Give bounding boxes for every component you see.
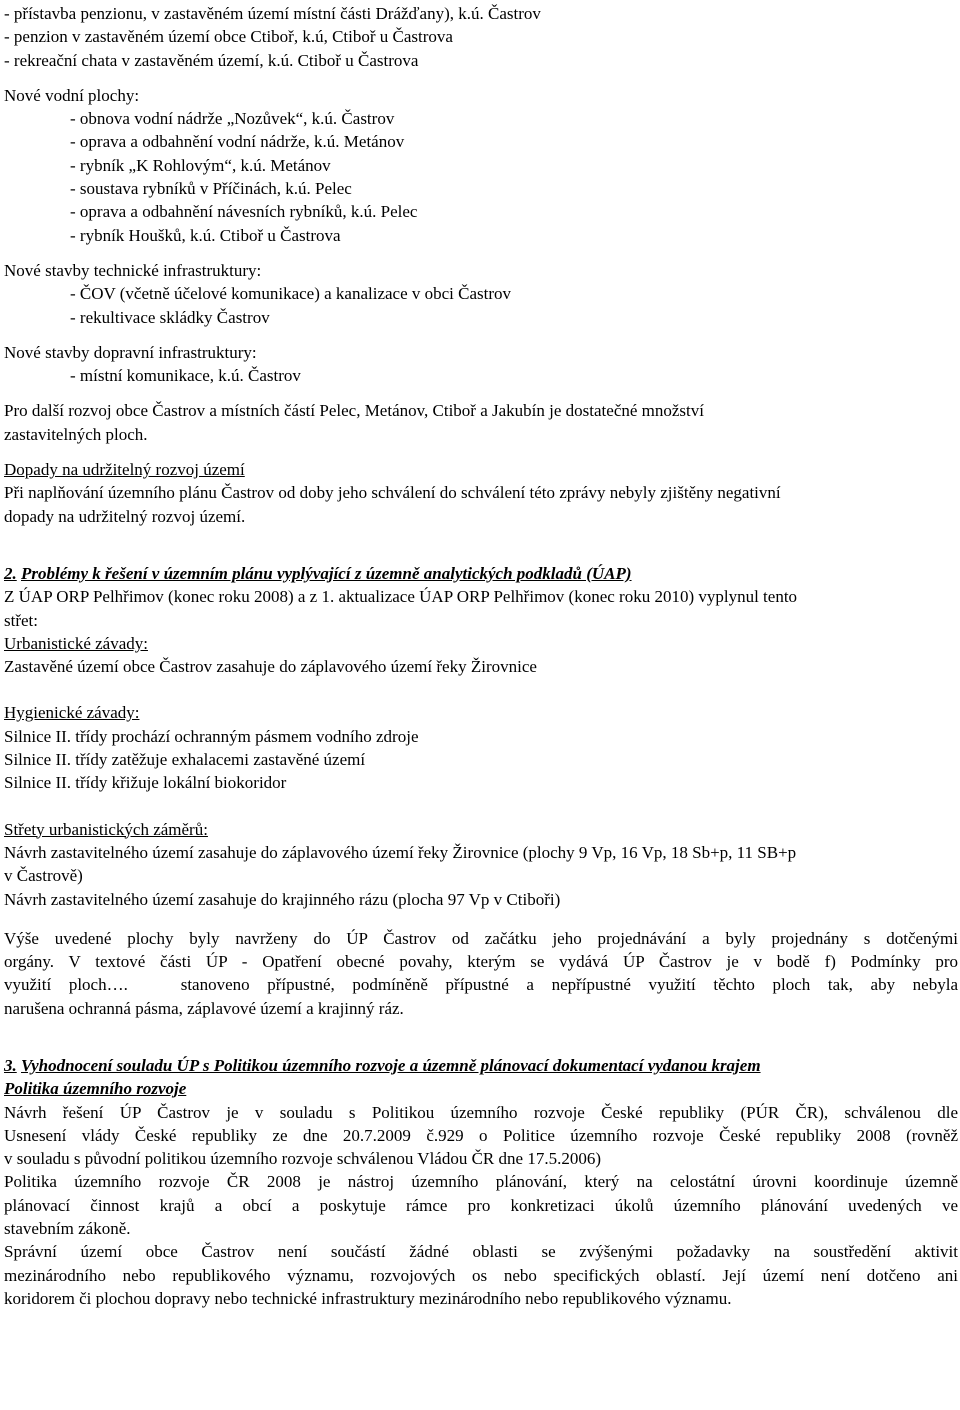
transport-heading: Nové stavby dopravní infrastruktury:: [4, 342, 257, 362]
list-item: Zastavěné území obce Častrov zasahuje do záplavového území řeky Žirovnice: [4, 657, 537, 677]
assessment-paragraph: [4, 927, 958, 1020]
section-3-heading: [4, 1054, 958, 1077]
text-line: dopady na udržitelný rozvoj území.: [4, 506, 246, 526]
text-line: v souladu s původní politikou územního rozvoje schválenou Vládou ČR dne 17.5.2006): [4, 1149, 601, 1169]
text-line: střet:: [4, 610, 38, 630]
text-line: Návrh zastavitelného území zasahuje do krajinného rázu (plocha 97 Vp v Ctiboři): [4, 889, 561, 909]
water-heading: Nové vodní plochy:: [4, 85, 140, 105]
list-item: - rekreační chata v zastavěném území, k.ú. Ctiboř u Častrova: [4, 50, 419, 70]
text-line: Z ÚAP ORP Pelhřimov (konec roku 2008) a z 1. aktualizace ÚAP ORP Pelhřimov (konec roku 2010) vyplynul tento: [4, 587, 798, 607]
sustainability-section: [4, 458, 958, 528]
list-item: - rybník Houšků, k.ú. Ctiboř u Častrova: [70, 225, 341, 245]
list-item: - oprava a odbahnění návesních rybníků, k.ú. Pelec: [70, 202, 418, 222]
list-item: - oprava a odbahnění vodní nádrže, k.ú. Metánov: [70, 132, 405, 152]
list-item: - místní komunikace, k.ú. Častrov: [70, 366, 301, 386]
urban-heading: Urbanistické závady:: [4, 633, 148, 653]
section-title: Problémy k řešení v územním plánu vyplývající z územně analytických podkladů (ÚAP): [21, 563, 632, 583]
text-line: Pro další rozvoj obce Častrov a místních částí Pelec, Metánov, Ctiboř a Jakubín je dostatečné množství: [4, 401, 704, 421]
text-line: zastavitelných ploch.: [4, 424, 148, 444]
section-number: 2.: [4, 563, 17, 583]
list-item: - rybník „K Rohlovým“, k.ú. Metánov: [70, 155, 331, 175]
list-item: Silnice II. třídy křižuje lokální biokoridor: [4, 773, 287, 793]
sustainability-heading: Dopady na udržitelný rozvoj území: [4, 460, 245, 480]
transport-section: [4, 341, 958, 388]
list-item: - soustava rybníků v Příčinách, k.ú. Pelec: [70, 179, 352, 199]
text-line: Návrh zastavitelného území zasahuje do záplavového území řeky Žirovnice (plochy 9 Vp, 16 Vp, 18 Sb+p, 11 SB+p: [4, 842, 797, 862]
hygiene-heading: Hygienické závady:: [4, 703, 140, 723]
water-section: [4, 84, 958, 247]
development-paragraph: [4, 399, 958, 446]
text-line: narušena ochranná pásma, záplavové území a krajinný ráz.: [4, 998, 404, 1018]
text-line: plánovací činnost krajů a obcí a poskytuje rámce pro konkretizaci úkolů územního plánování uvedených ve: [4, 1195, 958, 1215]
text-line: orgány. V textové části ÚP - Opatření obecné povahy, kterým se vydává ÚP Častrov je v bodě f) Podmínky pro: [4, 952, 958, 972]
pur-definition-paragraph: [4, 1170, 958, 1240]
section-title: Vyhodnocení souladu ÚP s Politikou územního rozvoje a územně plánovací dokumentací vydanou krajem: [21, 1055, 761, 1075]
territory-paragraph: [4, 1240, 958, 1310]
list-item: Silnice II. třídy zatěžuje exhalacemi zastavěné území: [4, 750, 366, 770]
tech-section: [4, 259, 958, 329]
top-list: [4, 2, 958, 72]
text-line: Návrh řešení ÚP Častrov je v souladu s Politikou územního rozvoje České republiky (PÚR ČR), schválenou dle: [4, 1102, 958, 1122]
section-number: 3.: [4, 1055, 17, 1075]
pur-paragraph: [4, 1101, 958, 1171]
text-line: Výše uvedené plochy byly navrženy do ÚP Častrov od začátku jeho projednávání a byly projednány s dotčenými: [4, 928, 958, 948]
text-line: stavebním zákoně.: [4, 1219, 131, 1239]
conflicts-heading: Střety urbanistických záměrů:: [4, 819, 208, 839]
text-line: využití ploch…. stanoveno přípustné, podmíněně přípustné a nepřípustné využití těchto ploch tak, aby nebyla: [4, 975, 958, 995]
text-line: Při naplňování územního plánu Častrov od doby jeho schválení do schválení této zprávy nebyly zjištěny negativní: [4, 483, 781, 503]
section-3: [4, 1054, 958, 1310]
section-2: [4, 562, 958, 1020]
section-2-heading: [4, 562, 958, 585]
section-3-subheading: Politika územního rozvoje: [4, 1079, 187, 1099]
list-item: - přístavba penzionu, v zastavěném území místní části Drážďany), k.ú. Častrov: [4, 4, 541, 23]
tech-heading: Nové stavby technické infrastruktury:: [4, 260, 262, 280]
text-line: Usnesení vlády České republiky ze dne 20.7.2009 č.929 o Politice územního rozvoje České republiky 2008 (rovněž: [4, 1125, 958, 1145]
text-line: koridorem či plochou dopravy nebo technické infrastruktury mezinárodního nebo republikového významu.: [4, 1288, 732, 1308]
list-item: - penzion v zastavěném území obce Ctiboř, k.ú, Ctiboř u Častrova: [4, 27, 453, 47]
text-line: Správní území obce Častrov není součástí žádné oblasti se zvýšenými požadavky na soustředění aktivit: [4, 1242, 958, 1262]
list-item: - obnova vodní nádrže „Nozůvek“, k.ú. Častrov: [70, 109, 395, 129]
text-line: mezinárodního nebo republikového významu, rozvojových os nebo specifických oblastí. Její území není dotčeno ani: [4, 1265, 958, 1285]
list-item: Silnice II. třídy prochází ochranným pásmem vodního zdroje: [4, 726, 419, 746]
text-line: Politika územního rozvoje ČR 2008 je nástroj územního plánování, který na celostátní úrovni koordinuje územně: [4, 1172, 958, 1192]
text-line: v Častrově): [4, 866, 83, 886]
document-page: [4, 2, 958, 1310]
list-item: - rekultivace skládky Častrov: [70, 307, 270, 327]
list-item: - ČOV (včetně účelové komunikace) a kanalizace v obci Častrov: [70, 284, 512, 304]
